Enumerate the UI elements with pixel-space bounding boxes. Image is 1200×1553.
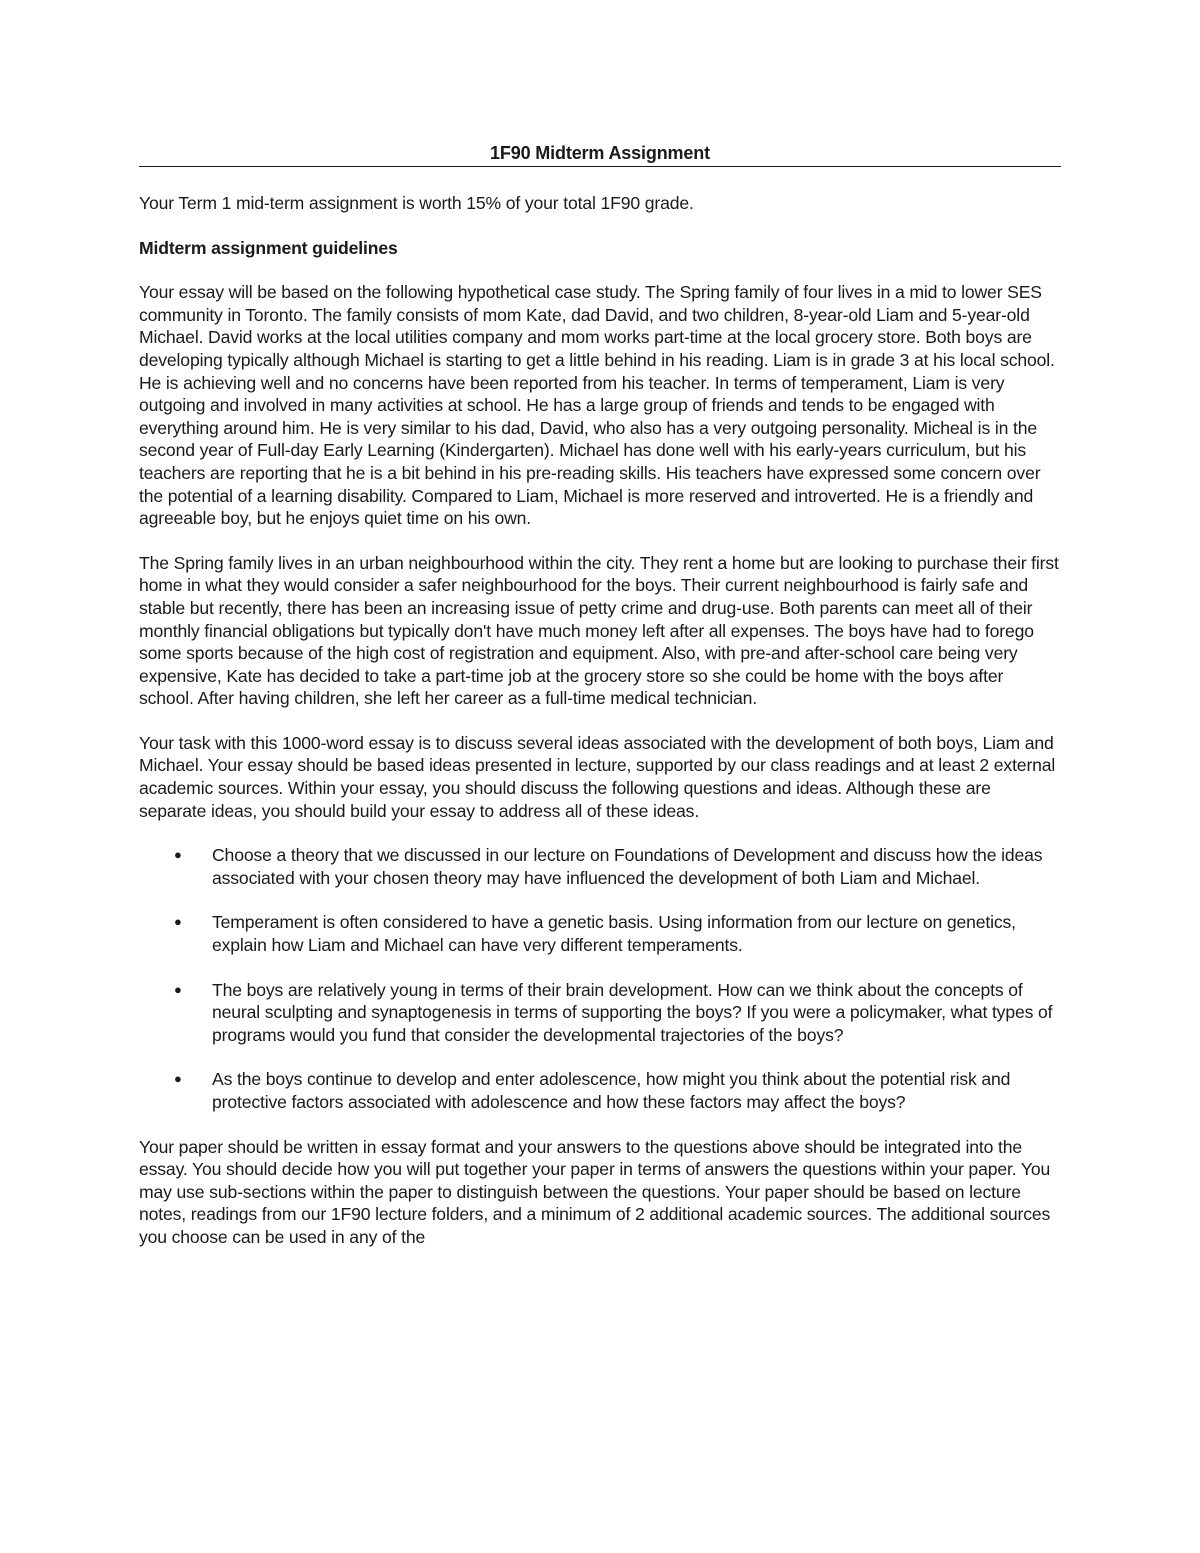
bullet-icon: ● — [174, 1071, 182, 1087]
list-item — [174, 844, 1061, 889]
case-study-paragraph: Your essay will be based on the following hypothetical case study. The Spring family of four lives in a mid to lower SES community in Toronto. The family consists of mom Kate, dad David, and two children, 8-year-old Liam and 5-year-old Michael. David works at the local utilities company and mom works part-time at the local grocery store. Both boys are developing typically although Michael is starting to get a little behind in his reading. Liam is in grade 3 at his local school. He is achieving well and no concerns have been reported from his teacher. In terms of temperament, Liam is very outgoing and involved in many activities at school. He has a large group of friends and tends to be engaged with everything around him. He is very similar to his dad, David, who also has a very outgoing personality. Micheal is in the second year of Full-day Early Learning (Kindergarten). Michael has done well with his early-years curriculum, but his teachers are reporting that he is a bit behind in his pre-reading skills. His teachers have expressed some concern over the potential of a learning disability. Compared to Liam, Michael is more reserved and introverted. He is a friendly and agreeable boy, but he enjoys quiet time on his own. — [139, 282, 1055, 529]
bullet-icon: ● — [174, 914, 182, 930]
list-item — [174, 1068, 1061, 1113]
task-paragraph: Your task with this 1000-word essay is to discuss several ideas associated with the development of both boys, Liam and Michael. Your essay should be based ideas presented in lecture, supported by our class readings and at least 2 external academic sources. Within your essay, you should discuss the following questions and ideas. Although these are separate ideas, you should build your essay to address all of these ideas. — [139, 732, 1056, 821]
section-heading: Midterm assignment guidelines — [139, 237, 398, 258]
list-item-text: The boys are relatively young in terms of their brain development. How can we think about the concepts of neural sculpting and synaptogenesis in terms of supporting the boys? If you were a policymaker, what types of programs would you fund that consider the developmental trajectories of the boys? — [212, 979, 1053, 1045]
list-item-text: As the boys continue to develop and enter adolescence, how might you think about the potential risk and protective factors associated with adolescence and how these factors may affect the boys? — [212, 1069, 1011, 1112]
list-item — [174, 911, 1061, 956]
neighbourhood-paragraph: The Spring family lives in an urban neighbourhood within the city. They rent a home but are looking to purchase their first home in what they would consider a safer neighbourhood for the boys. Their current neighbourhood is fairly safe and stable but recently, there has been an increasing issue of petty crime and drug-use. Both parents can meet all of their monthly financial obligations but typically don't have much money left after all expenses. The boys have had to forego some sports because of the high cost of registration and equipment. Also, with pre-and after-school care being very expensive, Kate has decided to take a part-time job at the grocery store so she could be home with the boys after school. After having children, she left her career as a full-time medical technician. — [139, 552, 1059, 709]
list-item-text: Temperament is often considered to have a genetic basis. Using information from our lecture on genetics, explain how Liam and Michael can have very different temperaments. — [212, 912, 1016, 956]
document-page — [139, 141, 1061, 1249]
questions-list — [139, 844, 1061, 1113]
intro-paragraph: Your Term 1 mid-term assignment is worth 15% of your total 1F90 grade. — [139, 193, 694, 213]
document-title: 1F90 Midterm Assignment — [139, 141, 1061, 167]
list-item — [174, 979, 1061, 1047]
list-item-text: Choose a theory that we discussed in our lecture on Foundations of Development and discuss how the ideas associated with your chosen theory may have influenced the development of both Liam and Michael. — [212, 845, 1043, 888]
bullet-icon: ● — [174, 847, 182, 863]
closing-paragraph: Your paper should be written in essay format and your answers to the questions above should be integrated into the essay. You should decide how you will put together your paper in terms of answers the questions within your paper. You may use sub-sections within the paper to distinguish between the questions. Your paper should be based on lecture notes, readings from our 1F90 lecture folders, and a minimum of 2 additional academic sources. The additional sources you choose can be used in any of the — [139, 1136, 1051, 1247]
bullet-icon: ● — [174, 981, 182, 997]
